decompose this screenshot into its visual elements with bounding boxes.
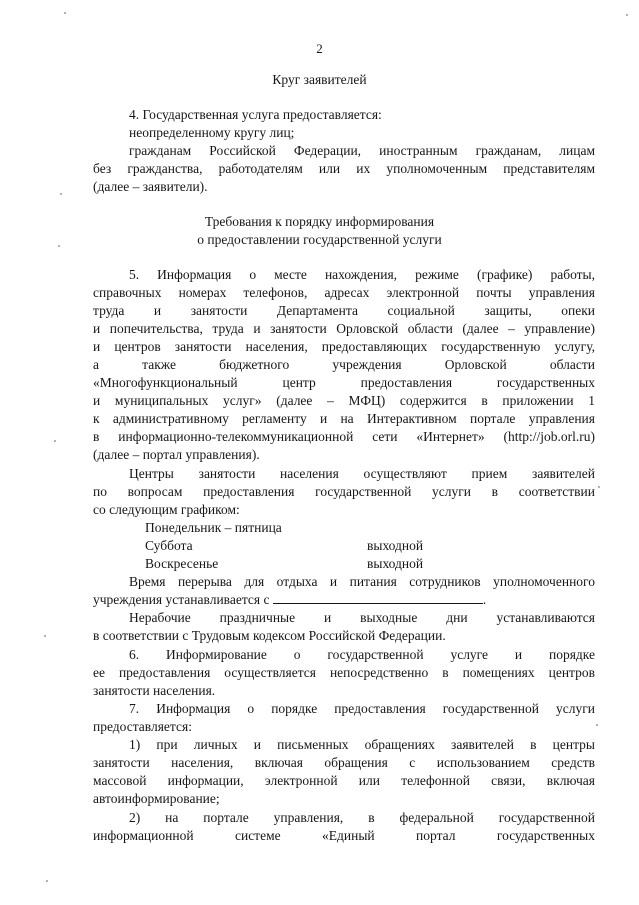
schedule-value: выходной (367, 538, 424, 553)
scan-speck (598, 486, 600, 488)
blank-fill-line (273, 591, 483, 604)
paragraph-line: 5. Информация о месте нахождения, режиме (графике) работы, (129, 267, 595, 282)
paragraph-line: к административному регламенту и на Интерактивном портале управления (93, 411, 595, 426)
paragraph-line: Центры занятости населения осуществляют прием заявителей (129, 466, 595, 481)
paragraph-line: гражданам Российской Федерации, иностранным гражданам, лицам (129, 143, 595, 158)
paragraph-line: и муниципальных услуг» (далее – МФЦ) содержится в приложении 1 (93, 393, 595, 408)
paragraph-line: со следующим графиком: (93, 502, 240, 517)
paragraph-line: 7. Информация о порядке предоставления государственной услуги (129, 701, 595, 716)
paragraph-line: 1) при личных и письменных обращениях заявителей в центры (129, 737, 595, 752)
paragraph-line: труда и занятости Департамента социальной защиты, опеки (93, 303, 595, 318)
paragraph-line: занятости населения, включая обращения с использованием средств (93, 755, 595, 770)
schedule-day: Понедельник – пятница (145, 520, 282, 535)
scan-speck (58, 245, 60, 247)
scan-speck (626, 14, 628, 16)
schedule-day: Воскресенье (145, 556, 219, 571)
paragraph-line: без гражданства, работодателям или их уполномоченным представителям (93, 161, 595, 176)
paragraph-line: (далее – портал управления). (93, 447, 260, 462)
paragraph-line: неопределенному кругу лиц; (129, 125, 295, 140)
paragraph-line: Время перерыва для отдыха и питания сотрудников уполномоченного (129, 574, 595, 589)
paragraph-line: по вопросам предоставления государственной услуги в соответствии (93, 484, 595, 499)
section-heading-requirements-line2: о предоставлении государственной услуги (197, 232, 442, 247)
scan-speck (46, 880, 48, 882)
break-time-line (93, 591, 595, 609)
paragraph-line: справочных номерах телефонов, адресах электронной почты управления (93, 285, 595, 300)
paragraph-line: а также бюджетного учреждения Орловской области (93, 357, 595, 372)
paragraph-line: и попечительства, труда и занятости Орловской области (далее – управление) (93, 321, 595, 336)
page-number: 2 (316, 41, 323, 56)
break-time-prefix: учреждения устанавливается с (93, 592, 270, 607)
section-heading-applicants: Круг заявителей (272, 72, 367, 87)
section-heading-requirements: Требования к порядку информирования (204, 214, 435, 229)
scan-speck (60, 193, 62, 195)
paragraph-line: информационной системе «Единый портал государственных (93, 828, 595, 843)
break-time-suffix: . (482, 592, 487, 607)
paragraph-line: 2) на портале управления, в федеральной государственной (129, 810, 595, 825)
paragraph-line: «Многофункциональный центр предоставления государственных (93, 375, 595, 390)
paragraph-line: занятости населения. (93, 683, 216, 698)
scan-speck (54, 440, 56, 442)
scan-speck (64, 12, 66, 14)
paragraph-line: 6. Информирование о государственной услуге и порядке (129, 647, 595, 662)
schedule-value: выходной (367, 556, 424, 571)
schedule-day: Суббота (145, 538, 193, 553)
paragraph-line: и центров занятости населения, предоставляющих государственную услугу, (93, 339, 595, 354)
paragraph-line: ее предоставления осуществляется непосредственно в помещениях центров (93, 665, 595, 680)
scan-speck (44, 635, 46, 637)
paragraph-line: Нерабочие праздничные и выходные дни устанавливаются (129, 610, 595, 625)
paragraph-line: в информационно-телекоммуникационной сети «Интернет» (http://job.orl.ru) (93, 429, 595, 444)
paragraph-line: автоинформирование; (93, 791, 220, 806)
paragraph-line: 4. Государственная услуга предоставляется: (129, 107, 382, 122)
paragraph-line: (далее – заявители). (93, 179, 208, 194)
scan-speck (596, 724, 598, 726)
paragraph-line: предоставляется: (93, 719, 192, 734)
paragraph-line: в соответствии с Трудовым кодексом Российской Федерации. (93, 628, 446, 643)
paragraph-line: массовой информации, электронной или телефонной связи, включая (93, 773, 595, 788)
